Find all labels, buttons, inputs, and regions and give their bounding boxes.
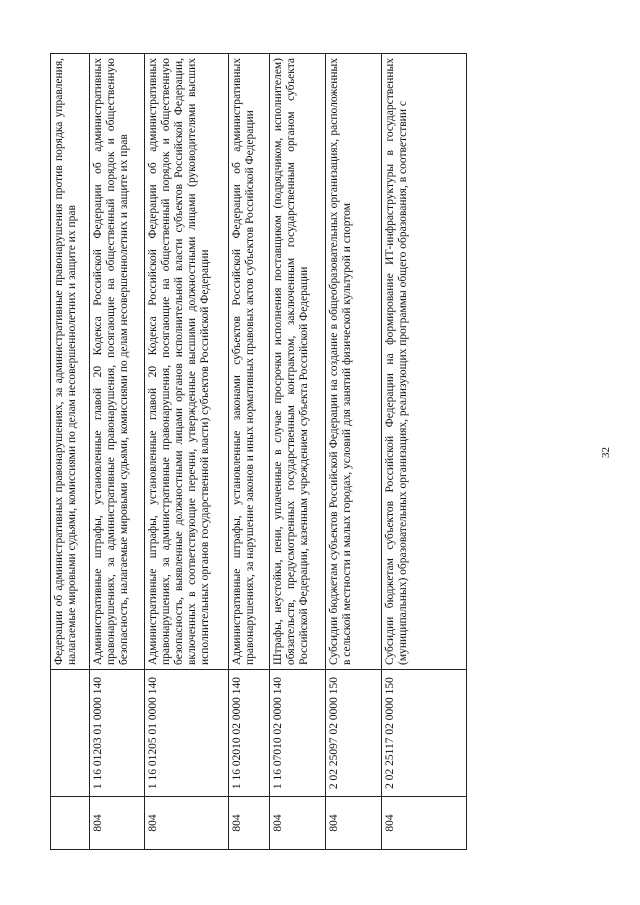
description-cell: Штрафы, неустойки, пени, уплаченные в случае просрочки исполнения поставщиком (подрядчиком, исполнителем) обязательств, предусмотренных государственным контрактом, заключенным государственным органом субъекта Российской Федерации, казенным учреждением субъекта Российской Федерации <box>270 54 326 670</box>
table-row <box>270 54 326 850</box>
budget-code-cell <box>51 670 90 797</box>
table-body <box>51 54 467 850</box>
table-row <box>326 54 382 850</box>
admin-code-cell: 804 <box>90 797 145 850</box>
table-row <box>90 54 145 850</box>
admin-code-cell: 804 <box>145 797 229 850</box>
budget-code-cell: 1 16 02010 02 0000 140 <box>229 670 270 797</box>
admin-code-cell: 804 <box>270 797 326 850</box>
table-row <box>145 54 229 850</box>
budget-code-cell: 2 02 25117 02 0000 150 <box>382 670 467 797</box>
budget-code-cell: 1 16 01205 01 0000 140 <box>145 670 229 797</box>
budget-code-cell: 1 16 07010 02 0000 140 <box>270 670 326 797</box>
description-cell: Субсидии бюджетам субъектов Российской Федерации на создание в общеобразовательных организациях, расположенных в сельской местности и малых городах, условий для занятий физической культурой и спортом <box>326 54 382 670</box>
table-row <box>229 54 270 850</box>
admin-code-cell: 804 <box>382 797 467 850</box>
budget-code-cell: 1 16 01203 01 0000 140 <box>90 670 145 797</box>
admin-code-cell <box>51 797 90 850</box>
description-cell: Административные штрафы, установленные главой 20 Кодекса Российской Федерации об административных правонарушениях, за административные правонарушения, посягающие на общественный порядок и общественную безопасность, выявленные должностными лицами органов исполнительной власти субъектов Российской Федерации, включенных в соответствующие перечни, утвержденные высшими должностными лицами (руководителями высших исполнительных органов государственной власти) субъектов Российской Федерации <box>145 54 229 670</box>
table-row <box>51 54 90 850</box>
revenue-codes-table <box>50 53 467 850</box>
description-cell: Федерации об административных правонарушениях, за административные правонарушения против порядка управления, налагаемые мировыми судьями, комиссиями по делам несовершеннолетних и защите их прав <box>51 54 90 670</box>
budget-code-cell: 2 02 25097 02 0000 150 <box>326 670 382 797</box>
admin-code-cell: 804 <box>326 797 382 850</box>
admin-code-cell: 804 <box>229 797 270 850</box>
page-number: 32 <box>600 447 612 458</box>
description-cell: Административные штрафы, установленные главой 20 Кодекса Российской Федерации об административных правонарушениях, за административные правонарушения, посягающие на общественный порядок и общественную безопасность, налагаемые мировыми судьями, комиссиями по делам несовершеннолетних и защите их прав <box>90 54 145 670</box>
description-cell: Административные штрафы, установленные законами субъектов Российской Федерации об административных правонарушениях, за нарушение законов и иных нормативных правовых актов субъектов Российской Федерации <box>229 54 270 670</box>
description-cell: Субсидии бюджетам субъектов Российской Федерации на формирование ИТ-инфраструктуры в государственных (муниципальных) образовательных организациях, реализующих программы общего образования, в соответствии с <box>382 54 467 670</box>
table-row <box>382 54 467 850</box>
